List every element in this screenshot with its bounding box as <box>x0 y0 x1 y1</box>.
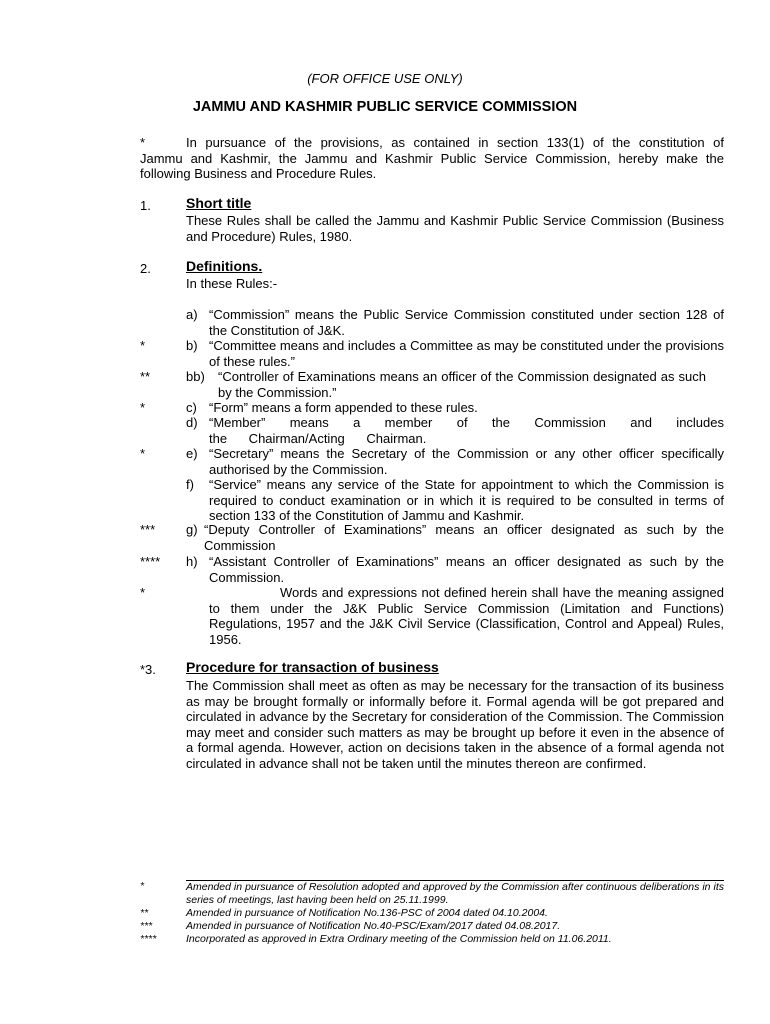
section-3-number: *3. <box>140 662 156 677</box>
section-1-heading: Short title <box>186 195 252 211</box>
definition-text: “Secretary” means the Secretary of the Commission or any other officer specifically authorised by the Commission. <box>209 446 724 477</box>
definition-item <box>186 307 724 338</box>
document-title: JAMMU AND KASHMIR PUBLIC SERVICE COMMISSION <box>192 99 578 115</box>
definition-text: “Service” means any service of the State for appointment to which the Commission is required to conduct examination or in which it is required to be consulted in terms of section 133 of the Constitution of Jammu and Kashmir. <box>209 477 724 523</box>
section-3-body: The Commission shall meet as often as may be necessary for the transaction of its business as may be brought formally or informally before it. Formal agenda will be got prepared and circulated in advance by the Secretary for consideration of the Commission. The Commission may meet and consider such matters as may be brought up before it even in the absence of a formal agenda. However, action on decisions taken in the absence of a formal agenda not circulated in advance shall not be taken until the minutes thereon are confirmed. <box>186 678 724 771</box>
office-use-label: (FOR OFFICE USE ONLY) <box>307 71 463 86</box>
definition-label: f) <box>186 477 194 492</box>
definition-label: b) <box>186 338 198 353</box>
definition-label: a) <box>186 307 198 322</box>
intro-line-2: Jammu and Kashmir, the Jammu and Kashmir Public Service Commission, hereby make the <box>140 151 724 166</box>
section-2-heading: Definitions. <box>186 258 263 274</box>
intro-mark: * <box>140 135 146 150</box>
definition-item <box>186 554 724 585</box>
amendment-mark: * <box>140 400 146 415</box>
definition-label: h) <box>186 554 198 569</box>
definition-label: g) <box>186 522 198 537</box>
definition-text: “Member” means a member of the Commission and includes the Chairman/Acting Chairman. <box>209 415 724 446</box>
definition-text: “Deputy Controller of Examinations” means an officer designated as such by the Commission <box>204 522 724 553</box>
definition-text: “Commission” means the Public Service Commission constituted under section 128 of the Constitution of J&K. <box>209 307 724 338</box>
definition-item <box>186 446 724 477</box>
intro-line-1: In pursuance of the provisions, as contained in section 133(1) of the constitution of <box>186 135 724 150</box>
definition-label: c) <box>186 400 197 415</box>
definition-item <box>186 585 724 647</box>
definition-text: “Assistant Controller of Examinations” means an officer designated as such by the Commission. <box>209 554 724 585</box>
definition-text: Words and expressions not defined herein shall have the meaning assigned to them under the J&K Public Service Commission (Limitation and Functions) Regulations, 1957 and the J&K Civil Service (Classification, Control and Appeal) Rules, 1956. <box>209 585 724 647</box>
footnote-text: Amended in pursuance of Resolution adopted and approved by the Commission after continuous deliberations in its series of meetings, last having been held on 25.11.1999. <box>186 881 724 906</box>
definition-item <box>186 477 724 524</box>
section-2-number: 2. <box>140 261 151 276</box>
definition-item <box>186 522 724 553</box>
amendment-mark: * <box>140 446 146 461</box>
definition-item <box>186 400 724 416</box>
footnote-mark: ** <box>140 907 149 919</box>
section-3-heading: Procedure for transaction of business <box>186 659 439 675</box>
definition-item <box>186 415 724 446</box>
section-1-number: 1. <box>140 198 151 213</box>
amendment-mark: * <box>140 585 146 600</box>
intro-line-3: following Business and Procedure Rules. <box>140 166 377 181</box>
amendment-mark: *** <box>140 522 156 537</box>
definition-text: “Form” means a form appended to these rules. <box>209 400 478 415</box>
footnote-text: Amended in pursuance of Notification No.40-PSC/Exam/2017 dated 04.08.2017. <box>186 920 561 932</box>
definition-item <box>186 369 724 400</box>
definition-item <box>186 338 724 369</box>
definition-label: bb) <box>186 369 205 384</box>
footnote-mark: **** <box>140 933 157 945</box>
amendment-mark: **** <box>140 554 161 569</box>
footnote-text: Incorporated as approved in Extra Ordinary meeting of the Commission held on 11.06.2011. <box>186 933 612 945</box>
section-1-body: These Rules shall be called the Jammu and Kashmir Public Service Commission (Business and Procedure) Rules, 1980. <box>186 213 724 244</box>
footnote-mark: *** <box>140 920 153 932</box>
amendment-mark: ** <box>140 369 151 384</box>
definition-label: e) <box>186 446 198 461</box>
amendment-mark: * <box>140 338 146 353</box>
definition-text: “Committee means and includes a Committee as may be constituted under the provisions of these rules.” <box>209 338 724 369</box>
footnote-text: Amended in pursuance of Notification No.136-PSC of 2004 dated 04.10.2004. <box>186 907 548 919</box>
definition-text: “Controller of Examinations means an officer of the Commission designated as such by the Commission.” <box>218 369 706 400</box>
section-2-lead: In these Rules:- <box>186 276 278 291</box>
definition-label: d) <box>186 415 198 430</box>
footnote-mark: * <box>140 880 145 892</box>
